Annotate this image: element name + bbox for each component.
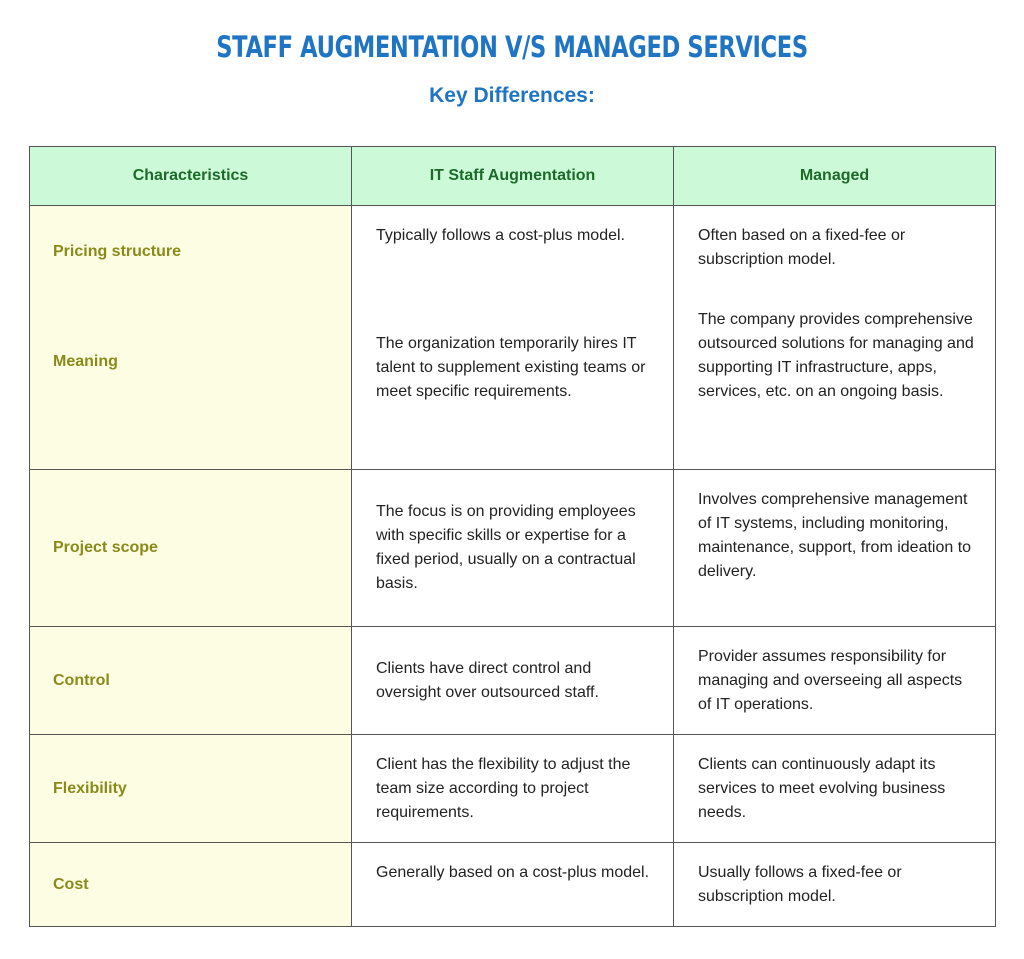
page-title: STAFF AUGMENTATION V/S MANAGED SERVICES [216, 30, 808, 64]
row-characteristic [30, 206, 352, 299]
row-staff-augmentation-cell [352, 627, 674, 735]
row-characteristic [30, 299, 352, 470]
row-staff-augmentation-cell [352, 843, 674, 927]
row-staff-augmentation-cell [352, 470, 674, 627]
row-managed-cell [674, 470, 996, 627]
table-row [30, 627, 996, 735]
table-row [30, 470, 996, 627]
characteristic-label: Cost [53, 875, 89, 893]
header-managed: Managed [674, 147, 996, 206]
cell-text: The focus is on providing employees with specific skills or expertise for a fixed period, usually on a contractual basis. [376, 503, 636, 592]
table-row [30, 843, 996, 927]
characteristic-label: Meaning [53, 352, 118, 370]
cell-text: Clients have direct control and oversight over outsourced staff. [376, 660, 599, 701]
table-row [30, 735, 996, 843]
cell-text: Involves comprehensive management of IT systems, including monitoring, maintenance, support, from ideation to delivery. [698, 491, 972, 580]
cell-text: Often based on a fixed-fee or subscription model. [698, 227, 906, 268]
header-characteristics: Characteristics [30, 147, 352, 206]
cell-text: Generally based on a cost-plus model. [376, 864, 650, 881]
table-header-row [30, 147, 996, 206]
characteristic-label: Pricing structure [53, 243, 182, 261]
row-managed-cell [674, 627, 996, 735]
row-staff-augmentation-cell [352, 735, 674, 843]
row-characteristic [30, 735, 352, 843]
table-row [30, 206, 996, 299]
comparison-table [29, 146, 996, 927]
row-characteristic [30, 627, 352, 735]
cell-text: Client has the flexibility to adjust the team size according to project requirements. [376, 756, 631, 821]
row-characteristic [30, 470, 352, 627]
row-managed-cell [674, 206, 996, 299]
row-staff-augmentation-cell [352, 299, 674, 470]
row-managed-cell [674, 843, 996, 927]
cell-text: Clients can continuously adapt its services to meet evolving business needs. [698, 756, 946, 821]
table-row [30, 299, 996, 470]
cell-text: Typically follows a cost-plus model. [376, 227, 625, 244]
row-managed-cell [674, 299, 996, 470]
characteristic-label: Flexibility [53, 779, 127, 797]
cell-text: Usually follows a fixed-fee or subscription model. [698, 864, 902, 905]
page-subtitle: Key Differences: [429, 84, 595, 107]
row-characteristic [30, 843, 352, 927]
characteristic-label: Project scope [53, 539, 158, 556]
cell-text: The company provides comprehensive outsourced solutions for managing and supporting IT infrastructure, apps, services, etc. on an ongoing basis. [698, 310, 974, 400]
characteristic-label: Control [53, 671, 110, 689]
cell-text: Provider assumes responsibility for managing and overseeing all aspects of IT operations. [698, 648, 963, 713]
row-staff-augmentation-cell [352, 206, 674, 299]
cell-text: The organization temporarily hires IT talent to supplement existing teams or meet specific requirements. [376, 334, 646, 400]
header-it-staff-augmentation: IT Staff Augmentation [352, 147, 674, 206]
row-managed-cell [674, 735, 996, 843]
